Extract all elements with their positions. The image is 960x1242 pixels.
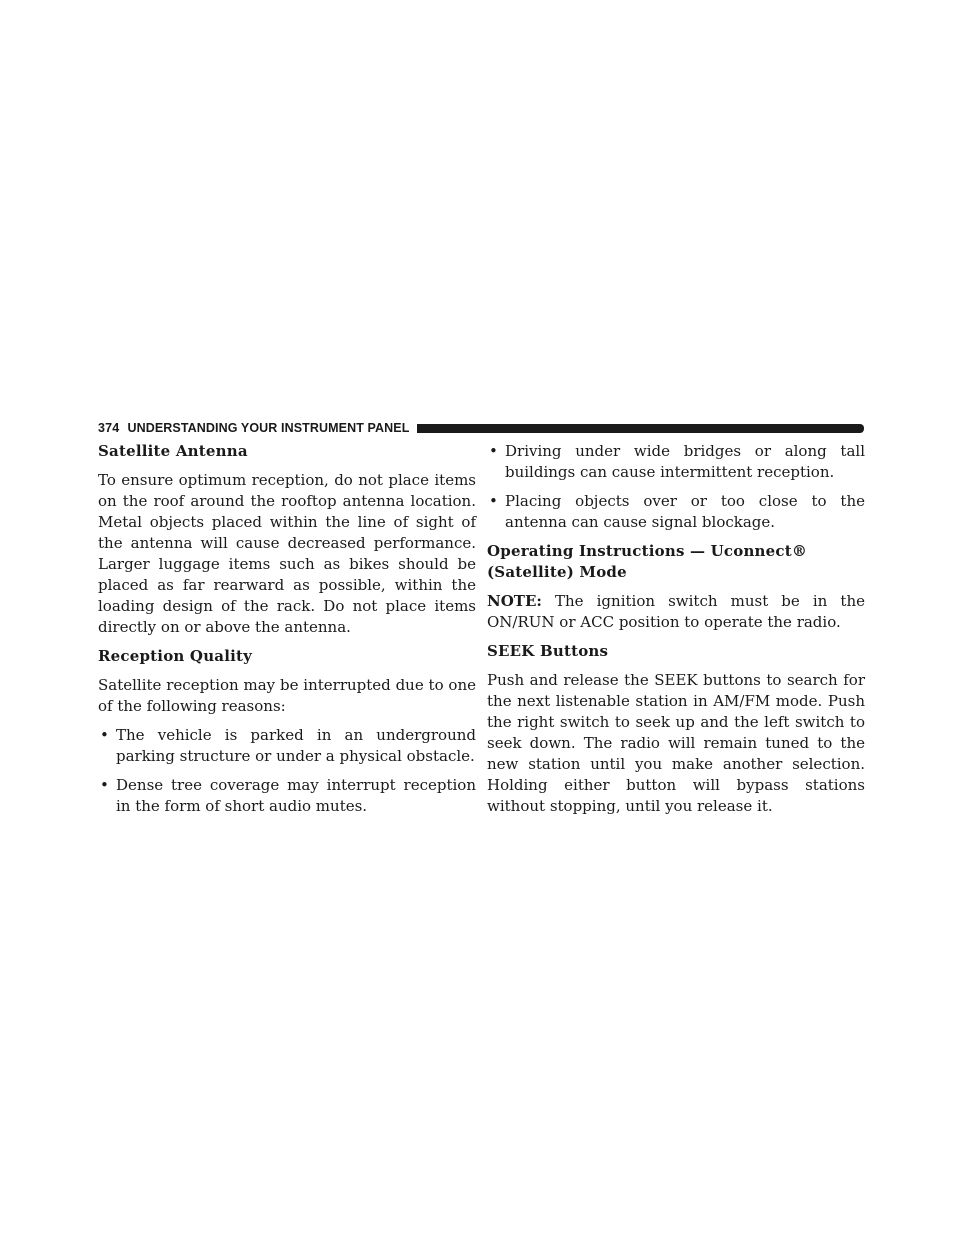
list-item-text: Driving under wide bridges or along tall buildings can cause intermittent reception. xyxy=(505,442,865,481)
reception-quality-heading: Reception Quality xyxy=(98,647,253,665)
bullet-icon: • xyxy=(100,776,109,794)
list-item-text: Dense tree coverage may interrupt reception in the form of short audio mutes. xyxy=(116,776,476,815)
bullet-icon: • xyxy=(100,726,109,744)
section-title: UNDERSTANDING YOUR INSTRUMENT PANEL xyxy=(127,421,410,435)
note-paragraph xyxy=(487,591,865,633)
note-text: The ignition switch must be in the ON/RUN or ACC position to operate the radio. xyxy=(487,592,865,631)
note-label: NOTE: xyxy=(487,592,542,610)
page-number: 374 xyxy=(98,421,120,435)
list-item-text: The vehicle is parked in an underground parking structure or under a physical obstacle. xyxy=(116,726,476,765)
list-item xyxy=(98,725,476,767)
bullet-icon: • xyxy=(489,442,498,460)
bullet-icon: • xyxy=(489,492,498,510)
operating-instructions-heading: Operating Instructions — Uconnect® (Satellite) Mode xyxy=(487,542,808,581)
header-rule xyxy=(417,424,864,433)
page-header xyxy=(98,418,864,438)
seek-buttons-heading: SEEK Buttons xyxy=(487,642,609,660)
satellite-antenna-paragraph: To ensure optimum reception, do not place items on the roof around the rooftop antenna location. Metal objects placed within the line of sight of the antenna will cause decreased performance. Larger luggage items such as bikes should be placed as far rearward as possible, within the loading design of the rack. Do not place items directly on or above the antenna. xyxy=(98,471,476,636)
list-item xyxy=(487,491,865,533)
left-column xyxy=(98,441,476,825)
seek-buttons-paragraph: Push and release the SEEK buttons to search for the next listenable station in AM/FM mode. Push the right switch to seek up and the left switch to seek down. The radio will remain tuned to the new station until you make another selection. Holding either button will bypass stations without stopping, until you release it. xyxy=(487,671,865,815)
right-column xyxy=(487,441,865,825)
reception-quality-intro: Satellite reception may be interrupted due to one of the following reasons: xyxy=(98,676,476,715)
list-item xyxy=(98,775,476,817)
satellite-antenna-heading: Satellite Antenna xyxy=(98,442,248,460)
list-item xyxy=(487,441,865,483)
list-item-text: Placing objects over or too close to the antenna can cause signal blockage. xyxy=(505,492,865,531)
